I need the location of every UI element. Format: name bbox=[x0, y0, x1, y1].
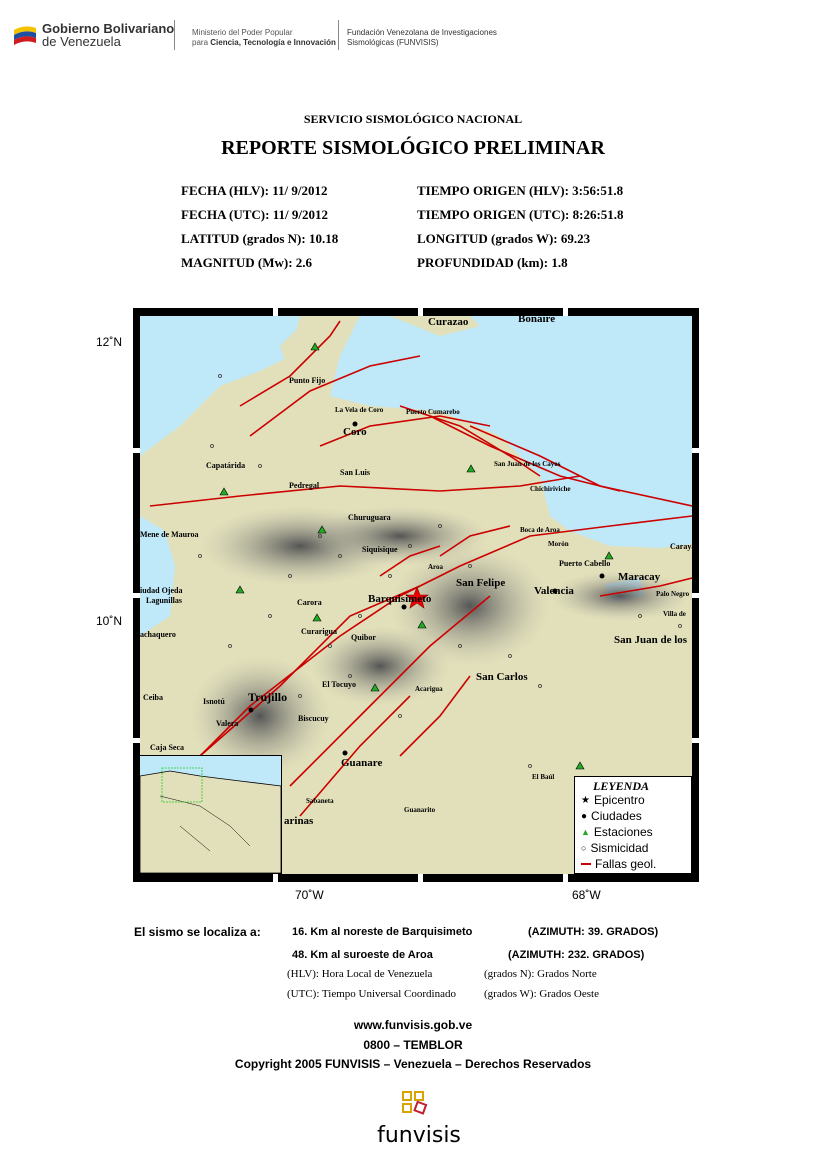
city-label: El Baúl bbox=[532, 773, 555, 781]
star-icon: ★ bbox=[581, 794, 590, 806]
city-label: La Vela de Coro bbox=[335, 406, 384, 414]
city-label: Sabaneta bbox=[306, 797, 334, 805]
website-link[interactable]: www.funvisis.gob.ve bbox=[353, 1018, 473, 1032]
city-label: achaquero bbox=[140, 630, 176, 639]
map-top-ruler bbox=[133, 308, 699, 316]
inset-map-svg bbox=[140, 756, 281, 873]
latitud: LATITUD (grados N): 10.18 bbox=[181, 231, 339, 246]
report-title: REPORTE SISMOLÓGICO PRELIMINAR bbox=[221, 137, 605, 159]
city-label: Valencia bbox=[534, 585, 574, 597]
city-label: Curazao bbox=[428, 316, 469, 328]
dot-icon: ● bbox=[581, 810, 588, 822]
city-label: Maracay bbox=[618, 571, 661, 583]
note-grados-n: (grados N): Grados Norte bbox=[484, 968, 597, 980]
location-line2: 48. Km al suroeste de Aroa bbox=[292, 949, 433, 961]
city-label: San Luis bbox=[340, 468, 371, 477]
city-label: Boca de Aroa bbox=[520, 526, 560, 534]
funvisis-header-text: Fundación Venezolana de Investigaciones Sismológicas (FUNVISIS) bbox=[347, 28, 497, 47]
longitud: LONGITUD (grados W): 69.23 bbox=[417, 231, 591, 246]
city-label: Palo Negro bbox=[656, 590, 690, 598]
city-label: San Carlos bbox=[476, 671, 528, 683]
phone-number: 0800 – TEMBLOR bbox=[363, 1038, 463, 1052]
city-label: San Juan de los bbox=[614, 634, 688, 646]
lon-label: 68˚W bbox=[572, 888, 601, 902]
city-label: Carora bbox=[297, 598, 322, 607]
city-label: Isnotú bbox=[203, 697, 225, 706]
lon-label: 70˚W bbox=[295, 888, 324, 902]
location-label: El sismo se localiza a: bbox=[134, 925, 261, 939]
city-label: arinas bbox=[284, 815, 314, 827]
city-label: Guanarito bbox=[404, 806, 436, 814]
svg-text:funvisis: funvisis bbox=[377, 1123, 461, 1148]
city-label: Guanare bbox=[341, 757, 383, 769]
copyright: Copyright 2005 FUNVISIS – Venezuela – Derechos Reservados bbox=[234, 1057, 592, 1071]
city-label: Morón bbox=[548, 540, 569, 548]
city-label: Lagunillas bbox=[146, 596, 183, 605]
city-label: Siquisique bbox=[362, 545, 398, 554]
city-label: Quibor bbox=[351, 633, 376, 642]
header-logos bbox=[12, 20, 532, 54]
lat-label: 12˚N bbox=[96, 335, 123, 349]
fecha-utc: FECHA (UTC): 11/ 9/2012 bbox=[181, 207, 328, 222]
location-line1: 16. Km al noreste de Barquisimeto bbox=[292, 926, 473, 938]
triangle-icon: ▲ bbox=[581, 827, 590, 837]
legend-item-estaciones: ▲ Estaciones bbox=[581, 825, 653, 839]
header-divider bbox=[338, 20, 339, 50]
city-label: Puerto Cabello bbox=[559, 559, 611, 568]
city-label: Curarigua bbox=[301, 627, 337, 636]
city-label: iudad Ojeda bbox=[140, 586, 183, 595]
mountains bbox=[550, 571, 690, 621]
circle-icon: ○ bbox=[581, 843, 587, 853]
venezuela-flag-icon bbox=[12, 24, 38, 46]
funvisis-logo bbox=[369, 1090, 469, 1156]
city-label: Capatárida bbox=[206, 461, 246, 470]
city-label: Aroa bbox=[428, 563, 444, 571]
city-label: Punto Fijo bbox=[289, 376, 326, 385]
location-az1: (AZIMUTH: 39. GRADOS) bbox=[528, 926, 659, 938]
map-legend bbox=[574, 776, 692, 874]
gobierno-logo-text: Gobierno Bolivariano de Venezuela bbox=[42, 21, 175, 49]
inset-map bbox=[139, 755, 282, 874]
magnitud: MAGNITUD (Mw): 2.6 bbox=[181, 255, 313, 270]
city-label: Trujillo bbox=[248, 690, 288, 704]
lat-label: 10˚N bbox=[96, 614, 123, 628]
location-az2: (AZIMUTH: 232. GRADOS) bbox=[508, 949, 645, 961]
tiempo-utc: TIEMPO ORIGEN (UTC): 8:26:51.8 bbox=[417, 207, 624, 222]
city-label: Valera bbox=[216, 719, 239, 728]
note-grados-w: (grados W): Grados Oeste bbox=[484, 988, 599, 1000]
service-title: SERVICIO SISMOLÓGICO NACIONAL bbox=[303, 112, 523, 126]
profundidad: PROFUNDIDAD (km): 1.8 bbox=[417, 255, 568, 270]
city-label: Bonaire bbox=[518, 313, 556, 325]
city-label: Carayac bbox=[670, 542, 699, 551]
city-label: Caja Seca bbox=[150, 743, 184, 752]
legend-item-ciudades: ● Ciudades bbox=[581, 809, 642, 823]
city-label: Pedregal bbox=[289, 481, 320, 490]
city-label: El Tocuyo bbox=[322, 680, 357, 689]
legend-item-fallas: Fallas geol. bbox=[581, 857, 656, 871]
city-label: Coro bbox=[343, 426, 367, 438]
city-label: Barquisimeto bbox=[368, 593, 432, 605]
map-right-ruler bbox=[692, 308, 699, 882]
city-label: Acarigua bbox=[415, 685, 443, 693]
city-label: Chichiriviche bbox=[530, 485, 571, 493]
legend-item-sismicidad: ○ Sismicidad bbox=[581, 841, 649, 855]
city-label: Puerto Cumarebo bbox=[406, 408, 460, 416]
city-label: San Felipe bbox=[456, 577, 506, 589]
city-label: Villa de bbox=[663, 610, 686, 618]
note-utc: (UTC): Tiempo Universal Coordinado bbox=[287, 988, 456, 1000]
header-divider bbox=[174, 20, 175, 50]
legend-item-epicentro: ★ Epicentro bbox=[581, 793, 645, 807]
ministerio-text: Ministerio del Poder Popular para Ciencia, Tecnología e Innovación bbox=[192, 28, 336, 47]
note-hlv: (HLV): Hora Local de Venezuela bbox=[287, 968, 433, 980]
map-bottom-ruler bbox=[133, 874, 699, 882]
fecha-hlv: FECHA (HLV): 11/ 9/2012 bbox=[181, 183, 328, 198]
city-label: San Juan de los Cayos bbox=[494, 460, 561, 468]
city-label: Biscucuy bbox=[298, 714, 329, 723]
city-label: Churuguara bbox=[348, 513, 391, 522]
tiempo-hlv: TIEMPO ORIGEN (HLV): 3:56:51.8 bbox=[417, 183, 624, 198]
line-icon bbox=[581, 863, 591, 865]
legend-title: LEYENDA bbox=[593, 779, 650, 793]
city-label: Ceiba bbox=[143, 693, 163, 702]
mountains bbox=[310, 626, 450, 706]
funvisis-logo-icon bbox=[369, 1090, 469, 1156]
city-label: Mene de Mauroa bbox=[140, 530, 199, 539]
